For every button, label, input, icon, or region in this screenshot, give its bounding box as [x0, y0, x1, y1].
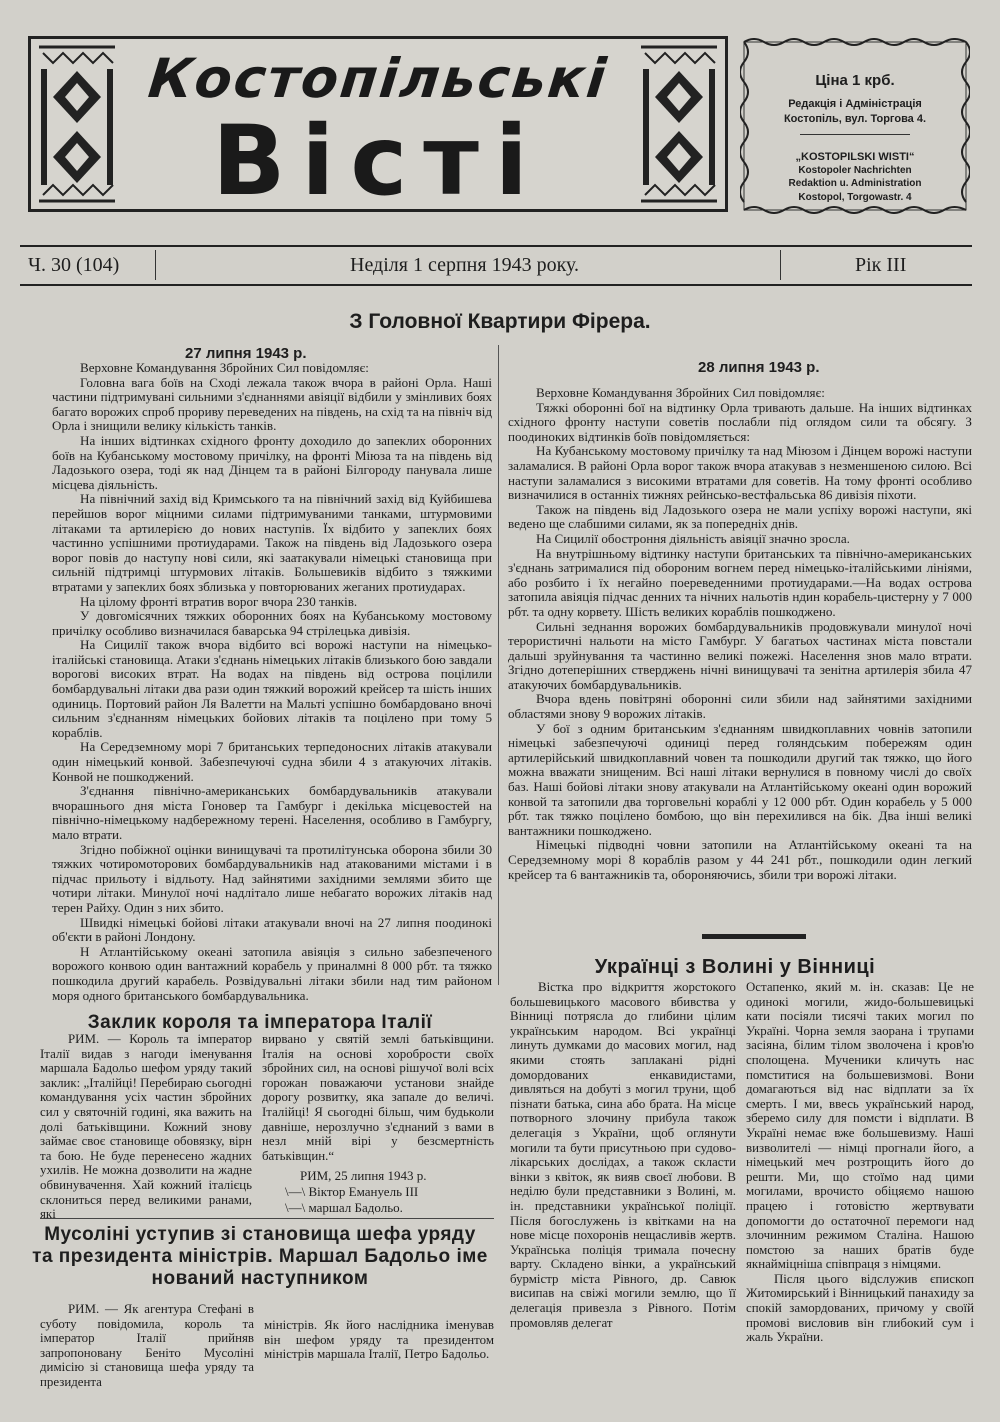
mussolini-headline-line2: та президента міністрів. Маршал Бадольо іме: [32, 1246, 488, 1267]
hq-right-paragraph: Німецькі підводні човни затопили на Атлантійському океані та на Середземному морі 8 кораблів разом у 44 241 рбт., пошкодили один легкий крейсер та 6 вантажників та, обороняючись, збили три ворожі літаки.: [508, 837, 972, 882]
hq-right-paragraph: Тяжкі оборонні бої на відтинку Орла тривають дальше. На інших відтинках східного фронту наступи советів послабли під оглядом сили та обсягу. З поодиноких відтинків боїв повідомляється:: [508, 399, 972, 444]
hq-right-column: [508, 386, 972, 882]
hq-left-column: [52, 361, 492, 1003]
vinnytsia-column1: [510, 980, 736, 1330]
hq-right-paragraph: На Сицилії обостроння діяльність авіяції значно зросла.: [536, 530, 850, 546]
vinnytsia-text1: Вістка про відкриття жорстокого большевицького масового вбивства у Вінниці потрясла до глибини цілим українським народом. Всі українці линуть думками до масових могил, над якими стоять заплакані рідні домордованих енкавидистами, дивляться на добуті з могил труни, щоб пізнати батька, сина або брата. На місце потворного злочину прибула також делегація з України, щоб оглянути могили та бути присутньою при судово-лікарських дослідах, а також скласти вінки з квіток, як вияв своєї любови. В неділю були представники з Волині, м. ін. представники української поліції. Після богослужень із квітками на на нове місце похоронів нещасливів жертв. Українська поліція тримала почесну варту. Складено вінки, а український бурмістр міста Рівного, др. Савюк висипав на свіжі могили землю, що її делегація привезла з Рівного. Потім промовляв делегат: [510, 980, 736, 1330]
hq-right-paragraph: На внутрішньому відтинку наступи британських та північно-американських з'єднань затрималися під обороним вогнем перед німецько-італійськими лініями, або розбито і їх негайно поереведенними протиударами.—На водах острова затопила авіяція підчас денних та нічних нальотів ндин корабель-цистерну у 7 000 рбт. та одну корвету. Шість великих кораблів пошкоджено.: [508, 545, 972, 619]
hq-left-paragraph: На Сицилії також вчора відбито всі ворожі наступи на німецько-італійські становища. Атаки з'єднань німецьких літаків близького бою завдали ворогові високих втрат. На водах на південь від острова поцілили бомбардувальні літаки два рази один тяжкий ворожий крейсер та шість інших одиниць. Портовий район Ля Валетти на Мальті успішно бомбардовано вночі сильним з'єднанням німецьких бойових літаків та поцілено при тому 5 кораблів.: [52, 637, 492, 740]
king-signature-date: РИМ, 25 липня 1943 р.: [300, 1168, 427, 1183]
hq-right-paragraph: Також на південь від Ладозького озера не мали успіху ворожі наступи, які ведено ще слабшими силами, як за попередніх днів.: [508, 501, 972, 532]
price-info-box: [740, 38, 970, 214]
volume-year: Рік III: [855, 254, 907, 276]
hq-right-paragraph: У бої з одним британським з'єднанням швидкоплавних човнів затопили німецькі забезпечуючі одиниці перед голяндським побережям один артилерійський швидкоплавний човен та пошкодили другий так тяжко, що його можна вважати знищеним. Всі наші літаки вернулися в повному числі до своїх баз. Наші бойові літаки знову атакували на Атлантійському океані один ворожий конвой та затопили два торговельні кораблі у 12 000 рбт. Один корабель у 5 000 рбт. так тяжко поцілено бомбою, що він перехилився на бік. Два інші великі вантажники пошкоджено.: [508, 720, 972, 838]
dateline-separator: [780, 250, 781, 280]
editorial-line1: Редакція і Адміністрація: [788, 98, 922, 110]
mussolini-headline-line3: нований наступником: [151, 1268, 369, 1289]
title-line1: Костопільські: [145, 47, 611, 110]
hq-left-paragraph: Н Атлантійському океані затопила авіяція з сильно забезпеченого ворожого конвою один вантажний корабель у приналмні 8 000 рбт. та тяжко пошкодила другий карабель. Розвідувальні літаки збили над тим районом моря одного британського бомбардувальника.: [52, 943, 492, 1003]
hq-left-paragraph: На цілому фронті втратив ворог вчора 230 танків.: [80, 593, 358, 609]
hq-left-paragraph: З'єднання північно-американських бомбардувальників атакували вчорашнього дня міста Гоновер та Гамбург і декілька місцевостей на північно-німецькому надбережному терені. Населення, особливо в Гамбургу, мало втрати.: [52, 783, 492, 842]
mussolini-headline: [22, 1224, 498, 1290]
hq-right-date: 28 липня 1943 р.: [698, 359, 820, 376]
hq-left-paragraph: Верховне Командування Збройних Сил повідомляє:: [80, 360, 369, 375]
dateline: [20, 250, 970, 280]
vinnytsia-text3: Після цього відслужив єпископ Житомирський і Вінницький панахиду за спокій замордованих, причому у своїй промові висловив він глибокий сум і жаль України.: [746, 1271, 974, 1345]
hq-right-paragraph: На Кубанському мостовому причілку та над Міюзом і Дінцем ворожі наступи заламалися. В районі Орла ворог також вчора атакував з незменшеною силою. Всі наступи заламалися з високими втратами для советів. На тому фронті особливо визначилися в останніх тижнях рейнсько-вестфальська 86 дивізія піхоти.: [508, 443, 972, 503]
german-line2: Redaktion u. Administration: [788, 178, 922, 189]
dateline-bottom-rule: [20, 284, 972, 286]
ornament-right: [633, 39, 725, 209]
hq-left-paragraph: На інших відтинках східного фронту доходило до запеклих оборонних боїв на Кубанському мостовому причілку, на фронті Міюза та на південь від Ладозького озера, тоді як над Дінцем та в районі Білгороду панувала лише місцева діяльність.: [52, 432, 492, 492]
german-line1: Kostopoler Nachrichten: [798, 165, 912, 176]
mussolini-column2: [264, 1318, 494, 1362]
info-divider: [800, 134, 910, 135]
king-text1: РИМ. — Король та імператор Італії видав з нагоди іменування маршала Бадольо шефом уряду такий заклик: „Італійці! Перебираю сьогодні командування усіх частин збройних сил у святочній годині, яка важить на долі батьківщини. Кожний знову займає своє становище обовязку, вірн та бою. Не буде перенесено жадних ухилів. Не можна дозволити на жадне обвинувачення. Хай кожний італієць склониться перед великими ранами, які: [40, 1032, 252, 1222]
king-text2: вирвано у святій землі батьківщини. Італія на основі хоробрости своїх збройних сил, на основі рішучої волі всіх горожан поважаючи установи знайде дорогу розвитку, яка запале до величі. Італійці! Я сьогодні більш, чим будьколи давніше, нерозлучно з'єднаний з вами в незл мній вірі у безсмертність батьківщин.“: [262, 1032, 494, 1163]
vinnytsia-headline: Українці з Волині у Вінниці: [594, 956, 876, 978]
king-signature-2: \—\ маршал Бадольо.: [285, 1200, 403, 1215]
king-signature-1-name: Віктор Емануель III: [308, 1184, 419, 1199]
hq-left-paragraph: Головна вага боїв на Сході лежала також вчора в районі Орла. Наші частини підтримувані сильними з'єднаннями авіяції відбили у змінливих боях багато ворожих спроб прориву переведених на південь, на схід та на північ від Орла і знищили велику кількість танків.: [52, 374, 492, 434]
hq-right-paragraph: Сильні зеднання ворожих бомбардувальників продовжували минулої ночі терористичні нальоти на місто Гамбург. У багатьох частинах міста повстали дальші зруйнування та частинно великі пожежі. Населення знов мало втрати. Згідно дотеперішних стверджень нічні винищувачі та зенітна артилерія збила 47 атакуючих бомбардувальників.: [508, 618, 972, 692]
hq-left-paragraph: На Середземному морі 7 британських терпедоносних літаків атакували один німецький конвой. Забезпечуючі судна збили 4 з атакуючих літаків. Конвой не пошкоджений.: [52, 739, 492, 784]
heavy-divider: [702, 934, 806, 939]
mussolini-headline-line1: Мусоліні уступив зі становища шефа уряду: [44, 1224, 476, 1245]
hq-left-paragraph: У довгомісячних тяжких оборонних боях на Кубанському мостовому причілку особливо визначилася баварська 94 стрілецька дивізія.: [52, 608, 492, 638]
mussolini-text1: РИМ. — Як агентура Стефані в суботу повідомила, король та імператор Італії прийняв запропоновану Беніто Мусоліні димісію зі становища шефа уряду та президента: [40, 1302, 254, 1389]
vinnytsia-column2: [746, 980, 974, 1345]
hq-right-paragraph: Вчора вдень повітряні оборонні сили збили над зайнятими західними областями знову 9 ворожих літаків.: [508, 691, 972, 722]
column-rule: [498, 345, 499, 985]
king-signature-2-name: маршал Бадольо.: [308, 1200, 403, 1215]
hq-left-date: 27 липня 1943 р.: [185, 345, 307, 362]
issue-date: Неділя 1 серпня 1943 року.: [350, 254, 580, 276]
king-column2: [262, 1032, 494, 1163]
issue-number: Ч. 30 (104): [28, 254, 120, 276]
hq-left-paragraph: Згідно побіжної оцінки винищувачі та протилітунська оборона збили 30 тяжких чотиромоторових бомбардувальників над атакованими містами і в підчас прильоту і відльоту. Над зайнятими західними землями збито ще чотири літаки. Минулої ночі надлітало лише небагато ворожих літаків над терен Райху. Один з них збито.: [52, 841, 492, 915]
king-headline: Заклик короля та імператора Італії: [87, 1012, 433, 1033]
price: Ціна 1 крб.: [815, 72, 895, 89]
hq-left-paragraph: На північний захід від Кримського та на північний захід від Куйбишева перейшов ворог міцними силами підтримуваними танками, штурмовими літаками та артилерією до нових наступів. Їх відбито у запеклих боях частинно успішними протиударами. Також на південь від Ладозького озера ворог повів до наступу нові сили, які заатакували німецькі становища при сильній підтримці штурмових літаків. Большевиків відбито з тяжкими втратами у запеклих боях зблизька у повторюваних жеганих протиударах.: [52, 491, 492, 594]
title-line2: Вісті: [212, 105, 544, 217]
ornament-left: [31, 39, 123, 209]
german-line3: Kostopol, Torgowastr. 4: [798, 192, 912, 203]
king-signature-1: \—\ Віктор Емануель III: [285, 1184, 419, 1199]
hq-left-paragraph: Швидкі німецькі бойові літаки атакували вночі на 27 липня поодинокі об'єкти в районі Лондону.: [52, 914, 492, 945]
king-column1: [40, 1032, 252, 1222]
mussolini-text2: міністрів. Як його наслідника іменував він шефом уряду та президентом міністрів маршала Італії, Петро Бадольо.: [264, 1318, 494, 1362]
dateline-separator: [155, 250, 156, 280]
hq-headline: З Головної Квартири Фірера.: [349, 310, 651, 333]
editorial-line2: Костопіль, вул. Торгова 4.: [783, 113, 927, 125]
masthead: [28, 36, 728, 217]
vinnytsia-text2: Остапенко, який м. ін. сказав: Це не одинокі могили, жидо-большевицькі кати посіяли тисячі таких могил по Україні. Чорна земля заорана і трупами засіяна, білим тілом зволочена і кров'ю сполощена. Мученики кличуть нас помститися на большевизмові. Вони домагаються від нас відплати за їх смерть. І ми, ввесь український народ, зберемо силу для помсти і відплати. В Україні немає вже большевизму. Наші визволителі — німці прогнали його, а німецький меч розтрощить його до решти. Ми, що стоїмо над цими могилами, врочисто обіцяємо нашою працею і готовістю жертвувати допомогти до остаточної перемоги над злочинним режимом Сталіна. Нашою помстою за наших братів буде якнайміцніша співпраця з німцями.: [746, 980, 974, 1272]
german-title: „KOSTOPILSKI WISTI“: [795, 151, 915, 163]
dateline-top-rule: [20, 245, 972, 247]
hq-right-paragraph: Верховне Командування Збройних Сил повідомляє:: [536, 385, 825, 400]
section-divider: [40, 1218, 494, 1219]
mussolini-column1: [40, 1302, 254, 1390]
